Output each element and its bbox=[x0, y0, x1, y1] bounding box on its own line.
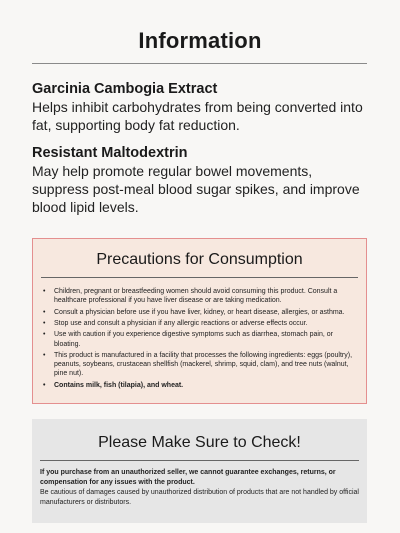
list-item bbox=[43, 351, 356, 379]
precaution-text: Consult a physician before use if you have liver, kidney, or heart disease, allergies, or asthma. bbox=[54, 308, 345, 316]
precautions-list bbox=[33, 287, 366, 390]
bullet-icon: • bbox=[43, 319, 46, 327]
precautions-divider bbox=[41, 277, 358, 278]
check-title: Please Make Sure to Check! bbox=[98, 434, 301, 451]
bullet-icon: • bbox=[43, 381, 46, 389]
bullet-icon: • bbox=[43, 351, 46, 359]
title-divider bbox=[32, 63, 367, 64]
check-body bbox=[32, 461, 367, 507]
list-item bbox=[43, 330, 356, 348]
check-box bbox=[32, 419, 367, 523]
distribution-warning: Be cautious of damages caused by unauthorized distribution of products that are not handled by official manufacturers or distributors. bbox=[40, 489, 359, 506]
precautions-title: Precautions for Consumption bbox=[96, 251, 303, 268]
list-item bbox=[43, 381, 356, 390]
list-item bbox=[43, 308, 356, 317]
ingredient-item bbox=[32, 80, 372, 134]
precaution-text: This product is manufactured in a facility that processes the following ingredients: eggs (poultry), peanuts, soybeans, crustacean shellfish (mackerel, shrimp, squid, clam), and tree nuts (walnut, pine nut). bbox=[54, 351, 353, 378]
precaution-text: Children, pregnant or breastfeeding women should avoid consuming this product. Consult a healthcare professional if you have liver disease or are taking medication. bbox=[54, 288, 338, 305]
bullet-icon: • bbox=[43, 308, 46, 316]
precaution-text: Use with caution if you experience digestive symptoms such as diarrhea, stomach pain, or bloating. bbox=[54, 331, 333, 348]
allergen-notice: Contains milk, fish (tilapia), and wheat. bbox=[54, 381, 184, 389]
ingredient-name: Garcinia Cambogia Extract bbox=[32, 81, 218, 97]
seller-warning: If you purchase from an unauthorized seller, we cannot guarantee exchanges, returns, or compensation for any issues with the product. bbox=[40, 469, 336, 486]
ingredient-description: May help promote regular bowel movements, suppress post-meal blood sugar spikes, and improve blood lipid levels. bbox=[32, 163, 360, 215]
precautions-box bbox=[32, 238, 367, 404]
bullet-icon: • bbox=[43, 288, 46, 295]
ingredient-item bbox=[32, 144, 372, 216]
page-title: Information bbox=[138, 28, 262, 53]
list-item bbox=[43, 287, 356, 305]
list-item bbox=[43, 319, 356, 328]
ingredient-list bbox=[32, 80, 372, 226]
precaution-text: Stop use and consult a physician if any allergic reactions or adverse effects occur. bbox=[54, 319, 308, 327]
ingredient-description: Helps inhibit carbohydrates from being converted into fat, supporting body fat reduction. bbox=[32, 99, 363, 133]
ingredient-name: Resistant Maltodextrin bbox=[32, 145, 188, 161]
bullet-icon: • bbox=[43, 331, 46, 339]
